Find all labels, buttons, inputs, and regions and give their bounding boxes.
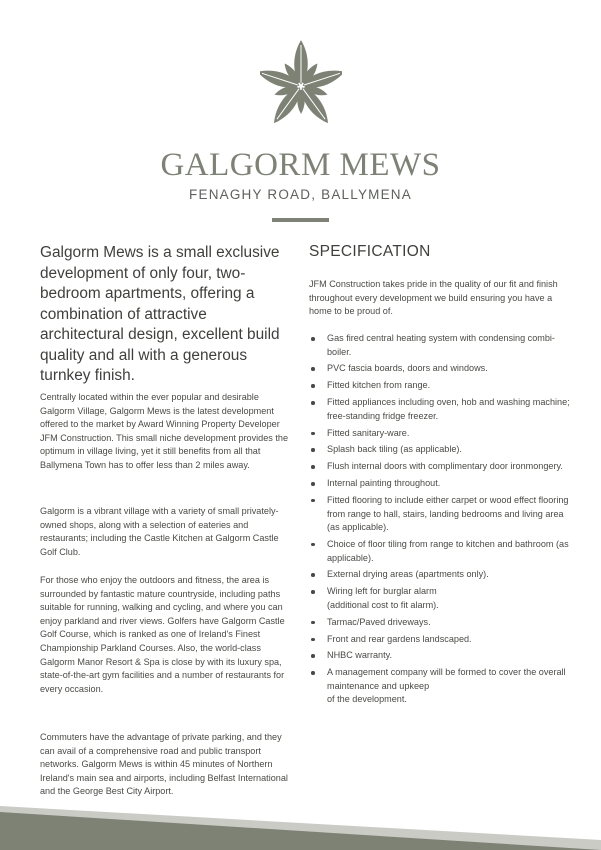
specification-list (309, 332, 571, 710)
spec-item: Tarmac/Paved driveways. (309, 616, 571, 630)
commuters-paragraph: Commuters have the advantage of private parking, and they can avail of a comprehensive road and public transport networks. Galgorm Mews is within 45 minutes of Northern Ireland's main sea and airports, including Belfast International and the George Best City Airport. (40, 732, 288, 797)
bottom-decorative-band (0, 800, 601, 850)
spec-item: NHBC warranty. (309, 649, 571, 663)
outdoors-paragraph: For those who enjoy the outdoors and fitness, the area is surrounded by fantastic mature countryside, including paths suitable for running, walking and cycling, and where you can enjoy parkland and river views. Golfers have Galgorm Castle Golf Course, which is ranked as one of Ireland's Finest Championship Parkland Courses. Also, the world-class Galgorm Manor Resort & Spa is close by with its luxury spa, state-of-the-art gym facilities and a number of restaurants for every occasion. (40, 575, 285, 694)
spec-item: Splash back tiling (as applicable). (309, 443, 571, 457)
specification-intro: JFM Construction takes pride in the quality of our fit and finish throughout every development we build ensuring you have a home to be proud of. (309, 279, 558, 317)
spec-item: External drying areas (apartments only). (309, 568, 571, 582)
spec-item: A management company will be formed to cover the overall maintenance and upkeep of the development. (309, 666, 571, 707)
spec-item: PVC fascia boards, doors and windows. (309, 362, 571, 376)
specification-heading: SPECIFICATION (309, 243, 431, 260)
page-title: GALGORM MEWS (160, 147, 441, 183)
page-subtitle: FENAGHY ROAD, BALLYMENA (189, 187, 412, 202)
leaf-rosette-icon (260, 38, 342, 134)
spec-item: Front and rear gardens landscaped. (309, 633, 571, 647)
intro-lead: Galgorm Mews is a small exclusive development of only four, two-bedroom apartments, offering a combination of attractive architectural design, excellent build quality and all with a generous turnkey finish. (40, 244, 280, 384)
title-divider (272, 218, 329, 222)
spec-item: Fitted sanitary-ware. (309, 427, 571, 441)
spec-item: Fitted kitchen from range. (309, 379, 571, 393)
spec-item: Fitted flooring to include either carpet or wood effect flooring from range to hall, stairs, landing bedrooms and living area (as applicable). (309, 494, 571, 535)
spec-item: Fitted appliances including oven, hob and washing machine; free-standing fridge freezer. (309, 396, 571, 423)
spec-item: Wiring left for burglar alarm (additional cost to fit alarm). (309, 585, 571, 612)
spec-item: Internal painting throughout. (309, 477, 571, 491)
location-paragraph: Centrally located within the ever popular and desirable Galgorm Village, Galgorm Mews is the latest development offered to the market by Award Winning Property Developer JFM Construction. This small niche development provides the optimum in village living, yet it still benefits from all that Ballymena Town has to offer less than 2 miles away. (40, 392, 288, 470)
village-paragraph: Galgorm is a vibrant village with a variety of small privately-owned shops, along with a selection of eateries and restaurants; including the Castle Kitchen at Galgorm Castle Golf Club. (40, 506, 279, 557)
spec-item: Choice of floor tiling from range to kitchen and bathroom (as applicable). (309, 538, 571, 565)
spec-item: Flush internal doors with complimentary door ironmongery. (309, 460, 571, 474)
spec-item: Gas fired central heating system with condensing combi-boiler. (309, 332, 571, 359)
